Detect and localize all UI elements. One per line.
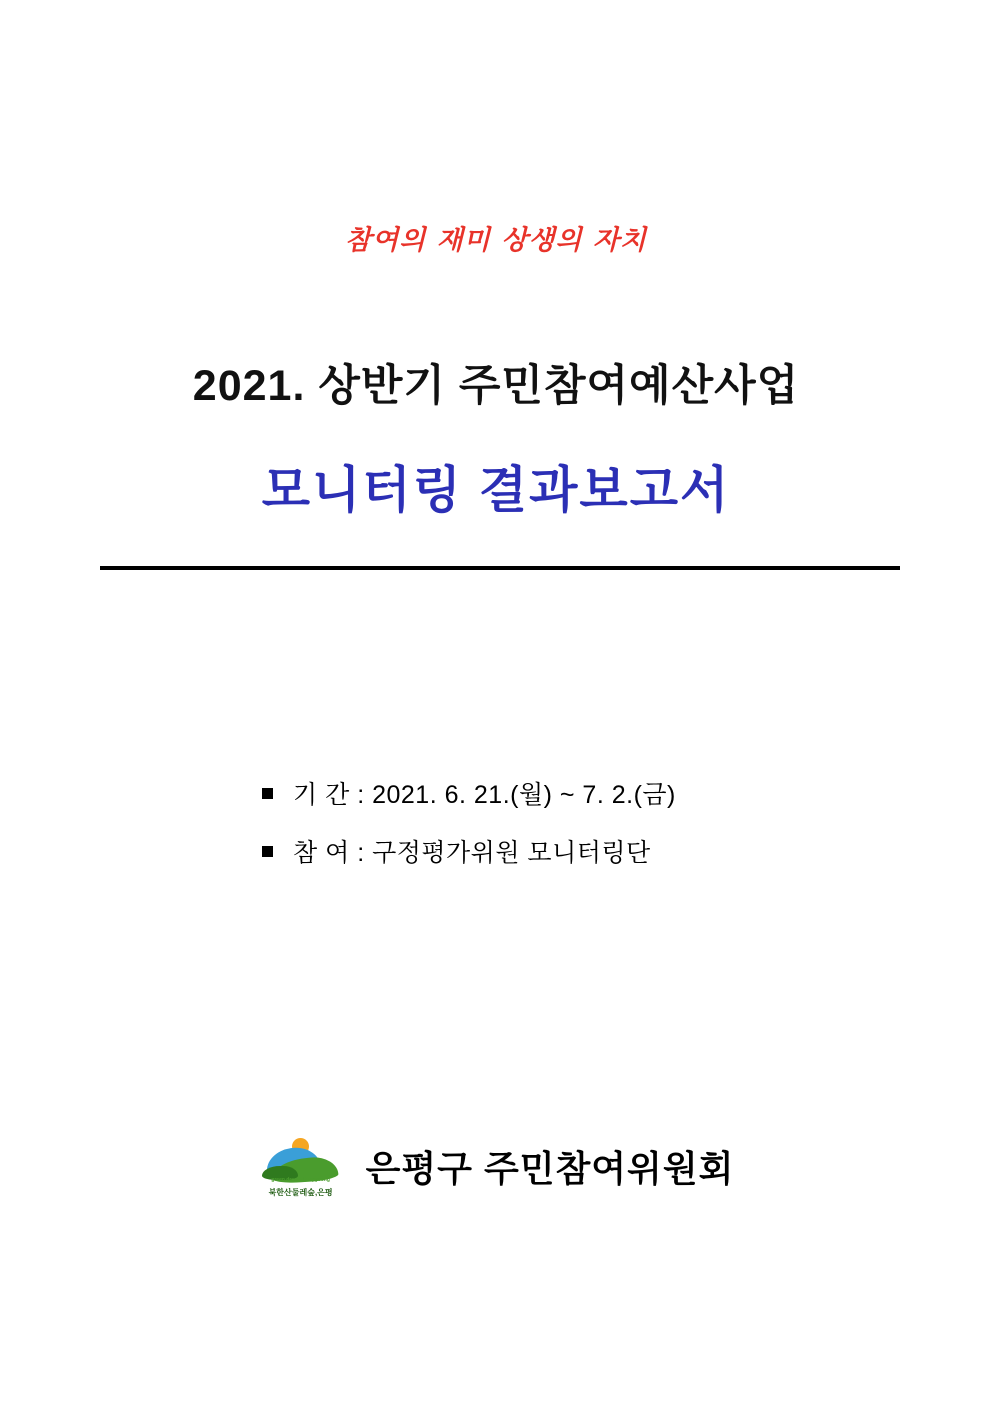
document-info-list: [0, 775, 992, 891]
title-divider: [100, 566, 900, 570]
document-title-main: 2021. 상반기 주민참여예산사업: [192, 362, 800, 410]
document-slogan: 참여의 재미 상생의 자치: [344, 225, 648, 256]
info-period-text: 기 간 : 2021. 6. 21.(월) ~ 7. 2.(금): [293, 781, 676, 809]
document-title-sub: 모니터링 결과보고서: [261, 462, 731, 518]
square-bullet-icon: [262, 788, 273, 799]
eunpyeong-gu-logo-icon: [258, 1136, 344, 1196]
document-footer: [0, 1136, 992, 1196]
organization-name: 은평구 주민참여위원회: [365, 1147, 735, 1189]
logo-caption-en: green dream Eunpyeong: [271, 1177, 330, 1183]
info-participants-text: 참 여 : 구정평가위원 모니터링단: [293, 839, 651, 867]
logo-caption-ko: 북한산둘레숲,은평: [268, 1188, 333, 1197]
list-item: [0, 833, 992, 869]
square-bullet-icon: [262, 846, 273, 857]
list-item: [0, 775, 992, 811]
